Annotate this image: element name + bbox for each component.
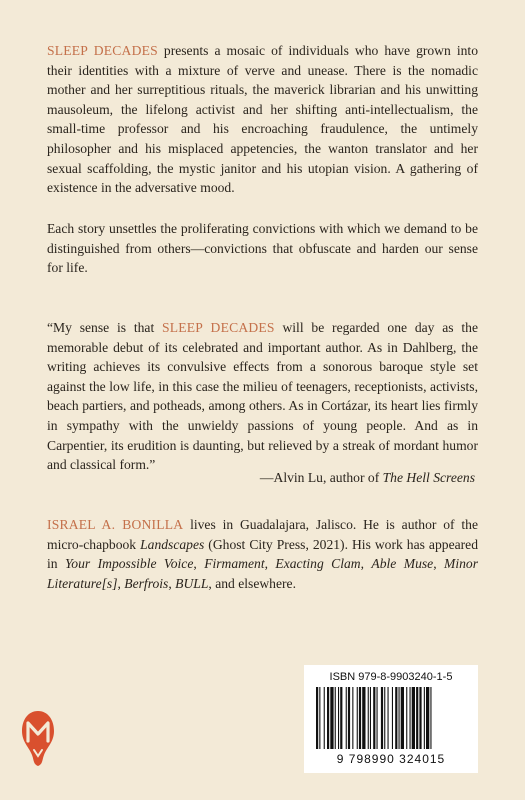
bio-text: lives in Guadalajara, Jalisco. He is author of the micro-chapbook <box>47 517 478 552</box>
barcode-digits: 9 798990 324015 <box>336 752 446 766</box>
separator: , <box>168 575 176 591</box>
isbn-barcode <box>304 665 478 773</box>
barcode-bars <box>308 687 474 751</box>
separator: , <box>264 556 276 572</box>
quote-attribution <box>260 468 475 488</box>
quote-title-highlight: SLEEP DECADES <box>162 320 275 335</box>
publisher-m-logo-icon <box>19 709 57 772</box>
quote-text-end: will be regarded one day as the memorable debut of its celebrated and important author. As in Dahlberg, the writing achieves its convulsive effects from a sonorous baroque style set against the low life, in this case the milieu of teenagers, receptionists, activists, beach partiers, and potheads, among others. As in Cortázar, its heart lies firmly in sympathy with the unwieldy passions of young people. And as in Carpentier, its erudition is daunting, but relieved by a streak of mordant humor and classical form.” <box>47 320 478 473</box>
author-bio <box>47 515 478 593</box>
blurb-paragraph-2: Each story unsettles the proliferating convictions with which we demand to be distinguished from others—convictions that obfuscate and harden our sense for life. <box>47 221 478 276</box>
bio-text: , and elsewhere. <box>208 575 296 591</box>
separator: , <box>193 556 205 572</box>
publication-name: Minor Literature[s] <box>47 556 478 591</box>
blurb-text: presents a mosaic of individuals who have grown into their identities with a mixture of verve and unease. There is the nomadic mother and her surreptitious rituals, the maverick librarian and his unwitting mausoleum, the lifelong activist and her shifting anti-intellectualism, the small-time professor and his encroaching fraudulence, the untimely philosopher and his misplaced appetencies, the wanton translator and her sexual scaffolding, the mystic janitor and his utopian vision. A gathering of existence in the adversative mood. <box>47 43 478 196</box>
bio-book-title: Landscapes <box>140 536 205 552</box>
endorsement-quote <box>47 318 478 475</box>
publication-name: Able Muse <box>371 556 434 572</box>
attribution-prefix: —Alvin Lu, author of <box>259 470 383 485</box>
separator: , <box>360 556 372 572</box>
attribution-book-title: The Hell Screens <box>382 470 475 485</box>
isbn-number: ISBN 979-8-9903240-1-5 <box>329 671 453 683</box>
publication-name: BULL <box>175 575 209 591</box>
quote-text-start: “My sense is that <box>47 320 163 335</box>
publication-name: Exacting Clam <box>275 556 361 572</box>
author-name: ISRAEL A. BONILLA <box>47 517 184 532</box>
publication-name: Berfrois <box>124 575 169 591</box>
publication-name: Your Impossible Voice <box>65 556 194 572</box>
title-highlight: SLEEP DECADES <box>47 43 158 58</box>
separator: , <box>117 575 125 591</box>
blurb-paragraph-1 <box>47 41 478 198</box>
bio-text: (Ghost City Press, 2021). His work has appeared in <box>47 536 478 572</box>
separator: , <box>433 556 445 572</box>
publication-name: Firmament <box>204 556 265 572</box>
